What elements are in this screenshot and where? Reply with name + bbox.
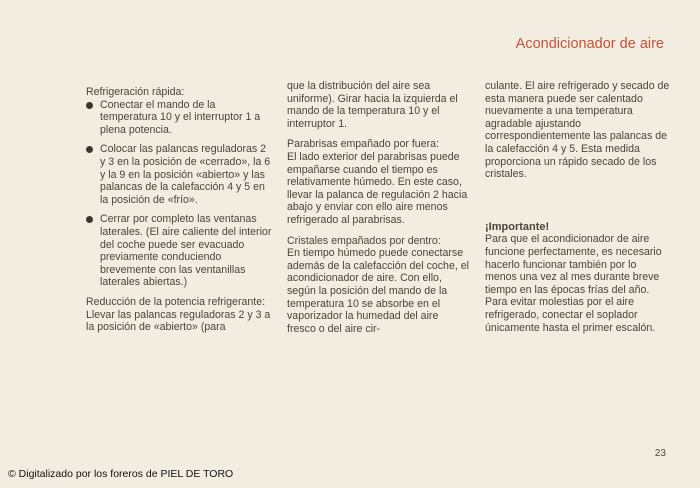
bullet-item <box>86 213 272 289</box>
bullet-item <box>86 99 272 137</box>
column-1 <box>86 86 272 334</box>
bullet-text: Cerrar por completo las ventanas laterales. (El aire caliente del interior del coche puede ser evacuado previamente conduciendo brevemente con las ventanillas laterales abiertas.) <box>100 213 272 289</box>
bullet-text: Conectar el mando de la temperatura 10 y el interruptor 1 a plena potencia. <box>100 98 261 136</box>
bullet-text: Colocar las palancas reguladoras 2 y 3 en la posición de «cerrado», la 6 y la 9 en la posición «abierto» y las palancas de la calefacción 4 y 5 en la posición de «frío». <box>100 143 271 206</box>
section-heading-windows-inside: Cristales empañados por dentro: <box>287 234 441 247</box>
paragraph: Para que el acondicionador de aire funcione perfectamente, es necesario hacerlo funcionar también por lo menos una vez al mes durante breve tiempo en las épocas frías del año. Para evitar molestias por el aire refrigerado, conectar el soplador únicamente hasta el primer escalón. <box>485 233 662 334</box>
bullet-icon <box>86 146 93 153</box>
important-heading: ¡Importante! <box>485 220 550 233</box>
column-2 <box>287 80 469 335</box>
bullet-icon <box>86 216 93 223</box>
page-number: 23 <box>654 448 666 459</box>
credit-text: © Digitalizado por los foreros de PIEL DE TORO <box>8 468 234 480</box>
bullet-icon <box>86 102 93 109</box>
paragraph: culante. El aire refrigerado y secado de esta manera puede ser calentado nuevamente a una temperatura agradable ajustando correspondientemente las palancas de la calefacción 4 y 5. Esta medida proporciona un rápido secado de los cristales. <box>485 80 670 181</box>
column-3 <box>485 80 671 334</box>
section-heading-power-reduction: Reducción de la potencia refrigerante: <box>86 295 266 308</box>
section-heading-quick-cooling: Refrigeración rápida: <box>86 86 185 98</box>
page-title: Acondicionador de aire <box>515 36 664 52</box>
paragraph: que la distribución del aire sea uniforme). Girar hacia la izquierda el mando de la temperatura 10 y el interruptor 1. <box>287 80 458 130</box>
section-heading-windshield-outside: Parabrisas empañado por fuera: <box>287 138 439 151</box>
paragraph: En tiempo húmedo puede conectarse además de la calefacción del coche, el acondicionador de aire. Con ello, según la posición del mando de la temperatura 10 se absorbe en el vaporizador la humedad del aire fresco o del aire cir- <box>287 247 469 335</box>
bullet-item <box>86 143 272 206</box>
paragraph: El lado exterior del parabrisas puede empañarse cuando el tiempo es relativamente húmedo. En este caso, llevar la palanca de regulación 2 hacia abajo y enviar con ello aire menos refrigerado al parabrisas. <box>287 150 468 226</box>
paragraph: Llevar las palancas reguladoras 2 y 3 a la posición de «abierto» (para <box>86 308 271 334</box>
